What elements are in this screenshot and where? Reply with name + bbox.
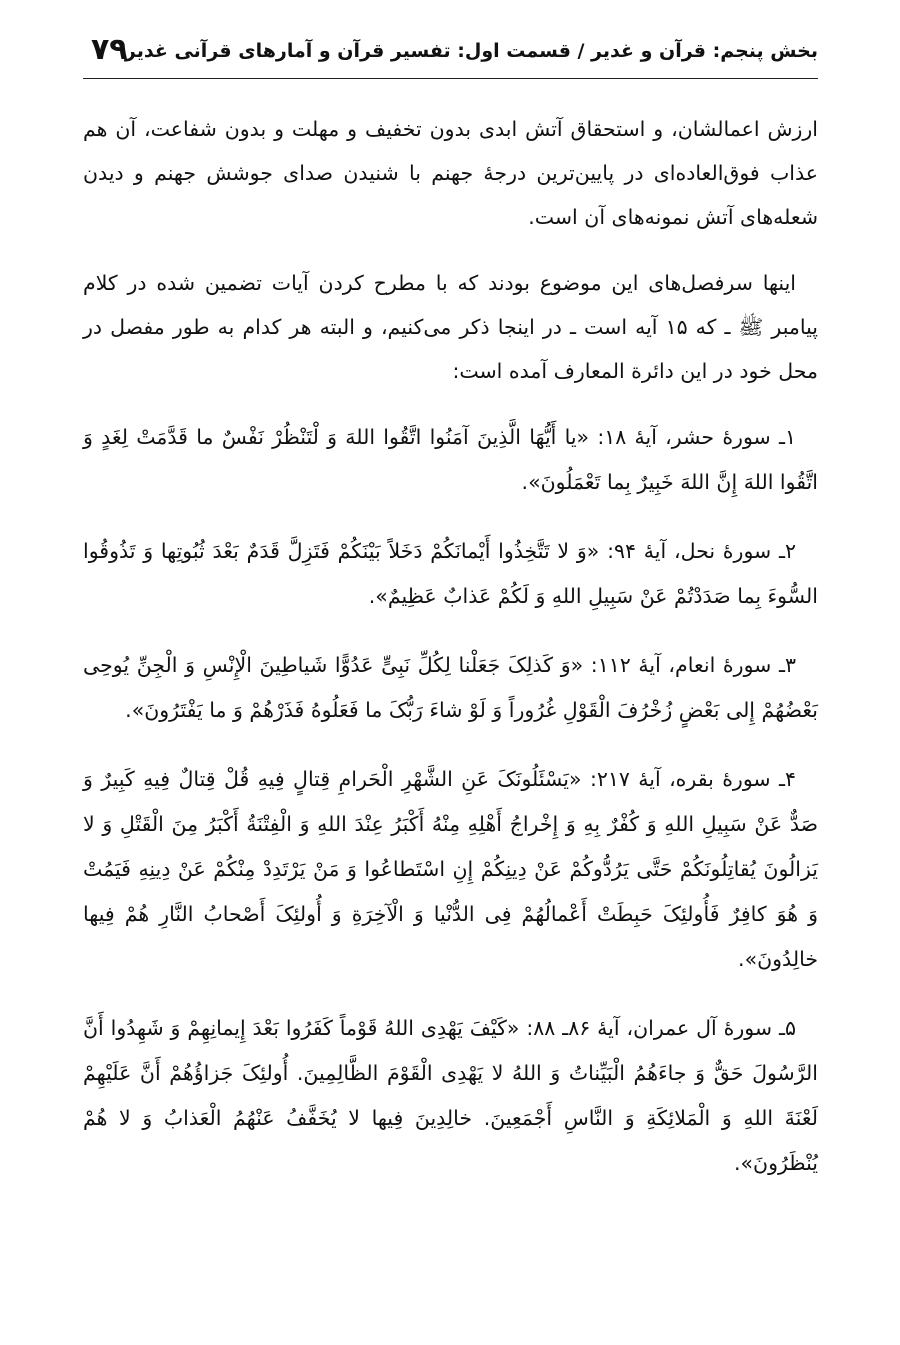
paragraph-intro-2: اینها سرفصل‌های این موضوع بودند که با مطرح کردن آیات تضمین شده در کلام پیامبر ﷺ ـ که ۱۵ آیه است ـ در اینجا ذکر می‌کنیم، و البته هر کدام به طور مفصل در محل خود در این دائرة المعارف آمده است: [83, 271, 818, 383]
paragraph-intro-1: ارزش اعمالشان، و استحقاق آتش ابدی بدون تخفیف و مهلت و بدون شفاعت، آن هم عذاب فوق‌العاده‌ای در پایین‌ترین درجهٔ جهنم با شنیدن صدای جوشش جهنم و دیدن شعله‌های آتش نمونه‌های آن است. [83, 117, 818, 229]
verse-item-4: ۴ـ سورهٔ بقره، آیهٔ ۲۱۷: «یَسْئَلُونَکَ عَنِ الشَّهْرِ الْحَرامِ قِتالٍ فِیهِ قُلْ قِتالٌ فِیهِ کَبِیرٌ وَ صَدٌّ عَنْ سَبِیلِ اللهِ وَ کُفْرٌ بِهِ وَ إِخْراجُ أَهْلِهِ مِنْهُ أَکْبَرُ عِنْدَ اللهِ وَ الْفِتْنَةُ أَکْبَرُ مِنَ الْقَتْلِ وَ لا یَزالُونَ یُقاتِلُونَکُمْ حَتَّی یَرُدُّوکُمْ عَنْ دِینِکُمْ إِنِ اسْتَطاعُوا وَ مَنْ یَرْتَدِدْ مِنْکُمْ عَنْ دِینِهِ فَیَمُتْ وَ هُوَ کافِرٌ فَأُولئِکَ حَبِطَتْ أَعْمالُهُمْ فِی الدُّنْیا وَ الْآخِرَةِ وَ أُولئِکَ أَصْحابُ النَّارِ هُمْ فِیها خالِدُونَ». [83, 767, 818, 971]
verse-item-5: ۵ـ سورهٔ آل عمران، آیهٔ ۸۶ـ ۸۸: «کَیْفَ یَهْدِی اللهُ قَوْماً کَفَرُوا بَعْدَ إِیمانِهِمْ وَ شَهِدُوا أَنَّ الرَّسُولَ حَقٌّ وَ جاءَهُمُ الْبَیِّناتُ وَ اللهُ لا یَهْدِی الْقَوْمَ الظَّالِمِینَ. أُولئِکَ جَزاؤُهُمْ أَنَّ عَلَیْهِمْ لَعْنَةَ اللهِ وَ الْمَلائِکَةِ وَ النَّاسِ أَجْمَعِینَ. خالِدِینَ فِیها لا یُخَفَّفُ عَنْهُمُ الْعَذابُ وَ لا هُمْ یُنْظَرُونَ». [83, 1016, 818, 1175]
verse-item-1: ۱ـ سورهٔ حشر، آیهٔ ۱۸: «یا أَیُّهَا الَّذِینَ آمَنُوا اتَّقُوا اللهَ وَ لْتَنْظُرْ نَفْسٌ ما قَدَّمَتْ لِغَدٍ وَ اتَّقُوا اللهَ إِنَّ اللهَ خَبِیرٌ بِما تَعْمَلُونَ». [83, 425, 818, 494]
verse-item-3: ۳ـ سورهٔ انعام، آیهٔ ۱۱۲: «وَ کَذلِکَ جَعَلْنا لِکُلِّ نَبِیٍّ عَدُوًّا شَیاطِینَ الْإِنْسِ وَ الْجِنِّ یُوحِی بَعْضُهُمْ إِلی بَعْضٍ زُخْرُفَ الْقَوْلِ غُرُوراً وَ لَوْ شاءَ رَبُّکَ ما فَعَلُوهُ فَذَرْهُمْ وَ ما یَفْتَرُونَ». [83, 653, 818, 722]
body-text [83, 107, 818, 1186]
running-header [83, 28, 818, 79]
header-title: بخش پنجم: قرآن و غدیر / قسمت اول: تفسیر قرآن و آمارهای قرآنی غدیر [124, 40, 818, 62]
book-page [83, 28, 818, 1328]
verse-item-2: ۲ـ سورهٔ نحل، آیهٔ ۹۴: «وَ لا تَتَّخِذُوا أَیْمانَکُمْ دَخَلاً بَیْنَکُمْ فَتَزِلَّ قَدَمٌ بَعْدَ ثُبُوتِها وَ تَذُوقُوا السُّوءَ بِما صَدَدْتُمْ عَنْ سَبِیلِ اللهِ وَ لَکُمْ عَذابٌ عَظِیمٌ». [83, 539, 818, 608]
page-number: ۷۹ [91, 32, 128, 67]
